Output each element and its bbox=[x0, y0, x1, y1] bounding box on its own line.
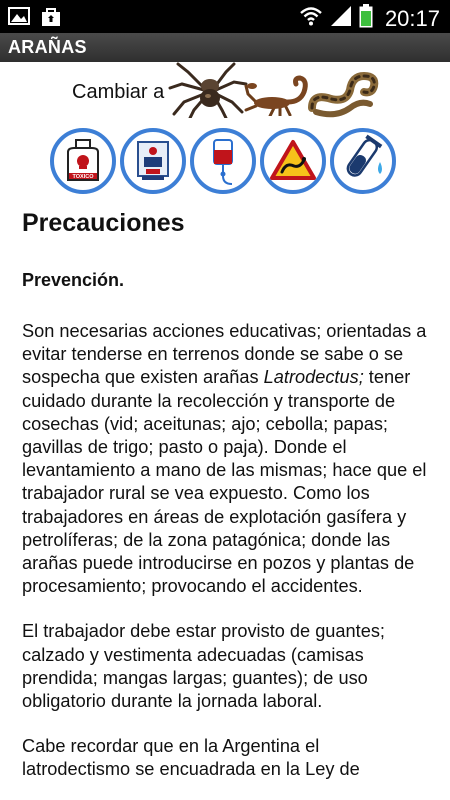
signal-icon bbox=[329, 5, 353, 32]
wifi-icon bbox=[299, 5, 323, 32]
toxic-label: TOXICO bbox=[72, 174, 94, 180]
species-name: Latrodectus; bbox=[263, 367, 364, 388]
test-tube-icon bbox=[334, 132, 392, 190]
iv-drip-icon bbox=[194, 132, 252, 190]
spider-image[interactable] bbox=[168, 62, 248, 123]
change-animal-row bbox=[0, 62, 450, 122]
page-title: ARAÑAS bbox=[8, 37, 87, 57]
paragraph-1 bbox=[22, 320, 432, 598]
iv-drip-button[interactable] bbox=[190, 128, 256, 194]
first-aid-poster-button[interactable] bbox=[120, 128, 186, 194]
first-aid-poster-icon bbox=[124, 132, 182, 190]
icon-button-row bbox=[50, 128, 410, 198]
image-icon bbox=[8, 6, 30, 33]
warning-sign-icon bbox=[264, 132, 322, 190]
snake-image[interactable] bbox=[306, 64, 382, 125]
paragraph-3: Cabe recordar que en la Argentina el latrodectismo se encuadrada en la Ley de bbox=[22, 736, 360, 780]
status-time: 20:17 bbox=[384, 5, 440, 31]
article-title: Precauciones bbox=[22, 209, 185, 237]
test-tube-button[interactable] bbox=[330, 128, 396, 194]
paragraph-1-text-a: Son necesarias acciones educativas; orientadas a evitar tenderse en terrenos donde se sabe o se sospecha que existen arañas bbox=[22, 321, 427, 388]
action-bar bbox=[0, 33, 450, 62]
toxic-bottle-button[interactable] bbox=[50, 128, 116, 194]
status-bar bbox=[0, 0, 450, 33]
status-left-icons bbox=[8, 6, 62, 33]
paragraph-2: El trabajador debe estar provisto de guantes; calzado y vestimenta adecuadas (camisas prendida; mangas largas; guantes); de uso obligatorio durante la jornada laboral. bbox=[22, 621, 385, 712]
scorpion-image[interactable] bbox=[244, 72, 312, 121]
toxic-bottle-icon bbox=[54, 132, 112, 190]
warning-sign-button[interactable] bbox=[260, 128, 326, 194]
article-content bbox=[22, 206, 432, 800]
battery-icon bbox=[359, 4, 373, 33]
change-to-label: Cambiar a bbox=[72, 81, 165, 103]
shopping-bag-icon bbox=[40, 6, 62, 33]
status-right-icons bbox=[299, 4, 440, 33]
section-heading: Prevención. bbox=[22, 270, 125, 290]
paragraph-1-text-b: tener cuidado durante la recolección y transporte de cosechas (vid; aceitunas; ajo; cebolla; papas; gavillas de trigo; pasto o paja). Donde el levantamiento a mano de las mismas; hace que el trabajador rural se vea expuesto. Como los trabajadores en áreas de explotación gasífera y petrolíferas; de la zona patagónica; donde las arañas puede introducirse en pozos y plantas de procesamiento; provocando el accidentes. bbox=[22, 367, 427, 597]
